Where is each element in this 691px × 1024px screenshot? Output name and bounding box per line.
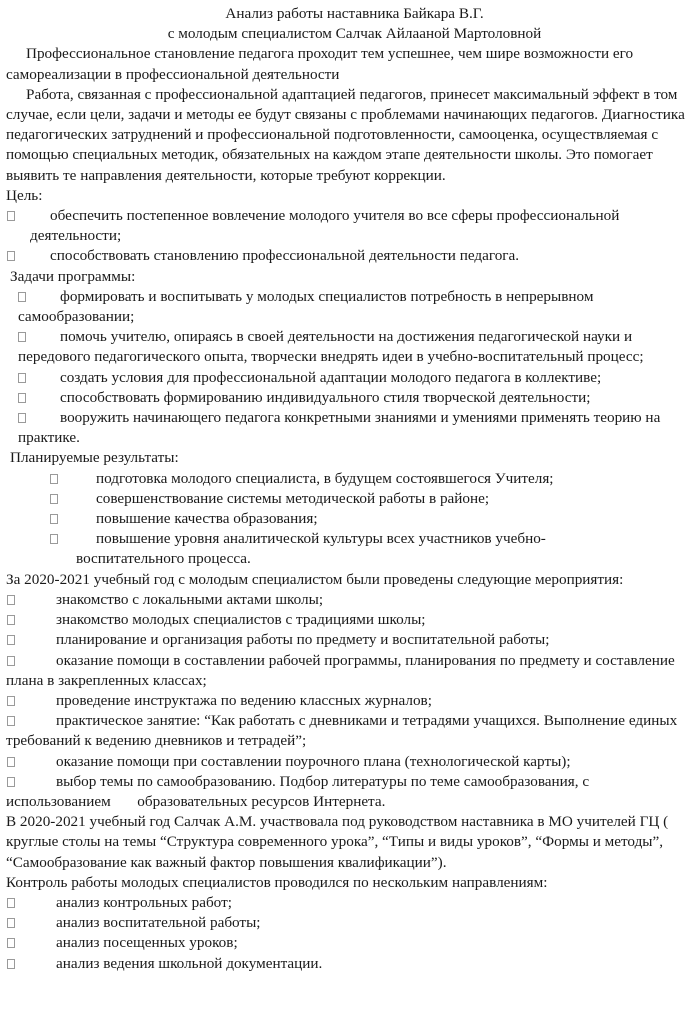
bullet-square-icon bbox=[50, 474, 58, 484]
bullet-square-icon bbox=[50, 534, 58, 544]
list-item: выбор темы по самообразованию. Подбор литературы по теме самообразования, с использованием образовательных ресурсов Интернета. bbox=[6, 772, 593, 810]
document-subtitle: с молодым специалистом Салчак Айлааной Мартоловной bbox=[167, 25, 542, 43]
list-item: обеспечить постепенное вовлечение молодого учителя во все сферы профессиональной деятельности; bbox=[0, 206, 691, 246]
bullet-square-icon bbox=[18, 373, 26, 383]
list-item: анализ посещенных уроков; bbox=[0, 933, 691, 953]
list-item: повышение уровня аналитической культуры всех участников учебно-воспитательного процесса. bbox=[0, 529, 691, 569]
list-item: анализ контрольных работ; bbox=[0, 893, 691, 913]
bullet-square-icon bbox=[7, 696, 15, 706]
results-label: Планируемые результаты: bbox=[10, 449, 179, 467]
intro-paragraph: Работа, связанная с профессиональной адаптацией педагогов, принесет максимальный эффект в том случае, если цели, задачи и методы ее будут связаны с проблемами начинающих педагогов. Диагностика педагогических затруднений и профессиональной подготовленности, самооценка, осуществляемая с помощью специальных методик, обязательных на каждом этапе деятельности школы. Это помогает выявить те направления деятельности, которые требуют коррекции. bbox=[6, 85, 685, 184]
list-item: оказание помощи при составлении поурочного плана (технологической карты); bbox=[0, 752, 691, 772]
bullet-square-icon bbox=[7, 615, 15, 625]
list-item: способствовать становлению профессиональной деятельности педагога. bbox=[0, 246, 691, 266]
bullet-square-icon bbox=[7, 595, 15, 605]
list-item: оказание помощи в составлении рабочей программы, планирования по предмету и составление плана в закрепленных классах; bbox=[6, 651, 675, 689]
list-item: формировать и воспитывать у молодых специалистов потребность в непрерывном самообразовании; bbox=[18, 287, 594, 326]
bullet-square-icon bbox=[7, 211, 15, 221]
list-item: повышение качества образования; bbox=[0, 509, 691, 529]
list-item: помочь учителю, опираясь в своей деятельности на достижения педагогической науки и передового педагогического опыта, творчески внедрять идеи в учебно-воспитательный процесс; bbox=[18, 328, 644, 366]
document-title: Анализ работы наставника Байкара В.Г. bbox=[225, 5, 484, 22]
bullet-square-icon bbox=[7, 716, 15, 726]
bullet-square-icon bbox=[50, 514, 58, 524]
bullet-square-icon bbox=[18, 413, 26, 423]
bullet-square-icon bbox=[7, 251, 15, 261]
bullet-square-icon bbox=[7, 777, 15, 787]
bullet-square-icon bbox=[7, 918, 15, 928]
participation-paragraph: В 2020-2021 учебный год Салчак А.М. участвовала под руководством наставника в МО учителей ГЦ ( круглые столы на темы “Структура современного урока”, “Типы и виды уроков”, “Формы и методы”, “Самообразование как важный фактор повышения квалификации”). bbox=[6, 813, 669, 871]
bullet-square-icon bbox=[7, 635, 15, 645]
bullet-square-icon bbox=[7, 898, 15, 908]
list-item: практическое занятие: “Как работать с дневниками и тетрадями учащихся. Выполнение единых требований к ведению дневников и тетрадей”; bbox=[6, 712, 678, 750]
list-item: анализ воспитательной работы; bbox=[0, 913, 691, 933]
bullet-square-icon bbox=[7, 959, 15, 969]
list-item: создать условия для профессиональной адаптации молодого педагога в коллективе; bbox=[0, 368, 691, 388]
list-item: планирование и организация работы по предмету и воспитательной работы; bbox=[0, 630, 691, 650]
bullet-square-icon bbox=[18, 332, 26, 342]
bullet-square-icon bbox=[18, 393, 26, 403]
bullet-square-icon bbox=[50, 494, 58, 504]
tasks-list bbox=[0, 287, 691, 449]
bullet-square-icon bbox=[7, 757, 15, 767]
list-item: вооружить начинающего педагога конкретными знаниями и умениями применять теорию на практике. bbox=[18, 409, 661, 447]
intro-paragraph: Профессиональное становление педагога проходит тем успешнее, чем шире возможности его самореализации в профессиональной деятельности bbox=[6, 45, 634, 83]
list-item: способствовать формированию индивидуального стиля творческой деятельности; bbox=[0, 388, 691, 408]
bullet-square-icon bbox=[18, 292, 26, 302]
list-item: анализ ведения школьной документации. bbox=[0, 954, 691, 974]
goals-list bbox=[0, 206, 691, 267]
list-item: подготовка молодого специалиста, в будущем состоявшегося Учителя; bbox=[0, 469, 691, 489]
results-list bbox=[0, 469, 691, 570]
list-item: знакомство с локальными актами школы; bbox=[0, 590, 691, 610]
list-item: совершенствование системы методической работы в районе; bbox=[0, 489, 691, 509]
list-item: знакомство молодых специалистов с традициями школы; bbox=[0, 610, 691, 630]
tasks-label: Задачи программы: bbox=[10, 267, 136, 285]
control-label: Контроль работы молодых специалистов проводился по нескольким направлениям: bbox=[6, 873, 548, 891]
events-list bbox=[0, 590, 691, 812]
bullet-square-icon bbox=[7, 938, 15, 948]
events-label: За 2020-2021 учебный год с молодым специалистом были проведены следующие мероприятия: bbox=[6, 570, 624, 588]
bullet-square-icon bbox=[7, 656, 15, 666]
control-list bbox=[0, 893, 691, 974]
list-item: проведение инструктажа по ведению классных журналов; bbox=[0, 691, 691, 711]
goals-label: Цель: bbox=[6, 186, 43, 204]
